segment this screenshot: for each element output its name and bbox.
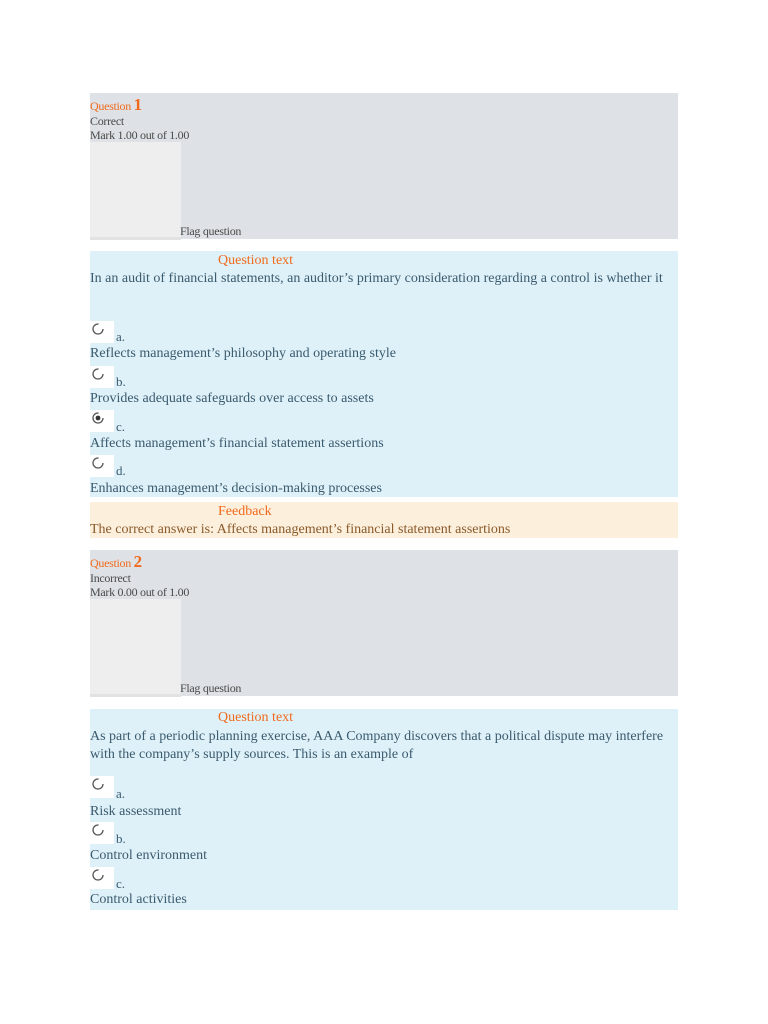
question-1-option-a-text[interactable]: Reflects management’s philosophy and operating style bbox=[90, 346, 396, 361]
question-1-feedback-text: The correct answer is: Affects management’s financial statement assertions bbox=[90, 522, 511, 537]
question-1-option-a-letter: a. bbox=[116, 329, 126, 344]
question-1-option-b-radio[interactable] bbox=[90, 366, 114, 388]
question-1-title: Question 1 bbox=[90, 95, 142, 114]
question-1-option-d-letter: d. bbox=[116, 463, 126, 478]
question-2-option-b-letter: b. bbox=[116, 831, 126, 846]
question-2-info bbox=[90, 550, 678, 696]
question-2-option-c-letter: c. bbox=[116, 876, 126, 891]
question-1-grade: Mark 1.00 out of 1.00 bbox=[90, 128, 190, 142]
question-1-feedback bbox=[90, 502, 678, 538]
question-1-option-d-text[interactable]: Enhances management’s decision-making processes bbox=[90, 481, 382, 496]
question-2-flag-icon[interactable] bbox=[90, 599, 181, 697]
question-2-grade: Mark 0.00 out of 1.00 bbox=[90, 585, 190, 599]
question-1-state: Correct bbox=[90, 114, 124, 128]
radio-unchecked-icon bbox=[91, 868, 105, 882]
question-2-text-label: Question text bbox=[218, 710, 294, 725]
question-2-option-a-letter: a. bbox=[116, 786, 126, 801]
radio-unchecked-icon bbox=[91, 322, 105, 336]
question-2-state: Incorrect bbox=[90, 571, 131, 585]
question-1-option-b-letter: b. bbox=[116, 374, 126, 389]
question-1-option-c-radio[interactable] bbox=[90, 410, 114, 432]
question-2-option-c-text[interactable]: Control activities bbox=[90, 892, 187, 907]
question-1-option-c-text[interactable]: Affects management’s financial statement assertions bbox=[90, 436, 384, 451]
radio-unchecked-icon bbox=[91, 456, 105, 470]
question-2-option-b-text[interactable]: Control environment bbox=[90, 848, 208, 863]
radio-unchecked-icon bbox=[91, 777, 105, 791]
radio-unchecked-icon bbox=[91, 367, 105, 381]
question-1-text: In an audit of financial statements, an auditor’s primary consideration regarding a control is whether it bbox=[90, 271, 663, 286]
question-1-flag-icon[interactable] bbox=[90, 142, 181, 240]
question-1-text-label: Question text bbox=[218, 253, 294, 268]
radio-checked-icon bbox=[91, 411, 105, 425]
question-2-title: Question 2 bbox=[90, 552, 142, 571]
question-2-flag-link[interactable]: Flag question bbox=[180, 681, 242, 695]
question-1-flag-link[interactable]: Flag question bbox=[180, 224, 242, 238]
question-2-option-a-radio[interactable] bbox=[90, 776, 114, 798]
question-1-option-b-text[interactable]: Provides adequate safeguards over access to assets bbox=[90, 391, 374, 406]
question-1-feedback-label: Feedback bbox=[218, 504, 272, 519]
question-2-text: As part of a periodic planning exercise, AAA Company discovers that a political dispute may interfere with the company’s supply sources. This is an example of bbox=[90, 729, 664, 762]
radio-unchecked-icon bbox=[91, 823, 105, 837]
question-2-option-b-radio[interactable] bbox=[90, 822, 114, 844]
question-1-option-c-letter: c. bbox=[116, 419, 126, 434]
question-2-content bbox=[90, 709, 678, 910]
question-1-option-a-radio[interactable] bbox=[90, 321, 114, 343]
question-1-content bbox=[90, 251, 678, 497]
question-1-info bbox=[90, 93, 678, 239]
question-1-option-d-radio[interactable] bbox=[90, 455, 114, 477]
question-2-option-c-radio[interactable] bbox=[90, 867, 114, 889]
question-2-option-a-text[interactable]: Risk assessment bbox=[90, 804, 182, 819]
